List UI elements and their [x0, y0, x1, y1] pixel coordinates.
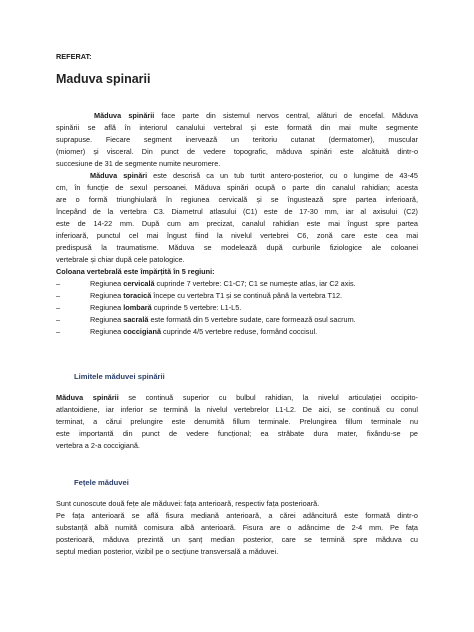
text-line: cm, în funcție de sexul persoanei. Măduva spinări ocupă o parte din canalul rahidian; acesta	[56, 183, 418, 192]
text-line: septul median posterior, vizibil pe o secțiune transversală a măduvei.	[56, 547, 279, 556]
text-line: vertebra a 2-a coccigiană.	[56, 441, 140, 450]
text-line: este de 14-22 mm. După cum am precizat, canalul rahidian este mai îngust spre partea	[56, 219, 418, 228]
text-line: vertebrale și chiar după cele patologice.	[56, 255, 185, 264]
text-line: succesiune de 31 de segmente numite neuromere.	[56, 159, 221, 168]
text-line: substanță albă numită comisura albă anterioară. Fisura are o adâncime de 2-4 mm. Pe fața	[56, 523, 418, 532]
referat-label: REFERAT:	[56, 52, 92, 61]
dash-bullet: –	[56, 291, 61, 300]
document-page: REFERAT: Maduva spinarii Măduva spinării face parte din sistemul nervos central, alături de encefal. Măduva spinării se află în interiorul canalului vertebral și este formată din mai multe segmente suprapuse. Fiecare segment inervează un teritoriu cutanat (dermatomer), muscular (miomer) și visceral. Din punct de vedere topografic, măduva spinări este alcătuită dintr-o succesiune de 31 de segmente numite neuromere. Măduva spinări este descrisă ca un tub turtit antero-posterior, cu o lungime de 43-45 cm, în funcție de sexul persoanei. Măduva spinări ocupă o parte din canalul rahidian; acesta are o formă triunghiulară în regiunea cervicală și se îngustează spre partea inferioară, începând de la vertebra C3. Diametrul atlasului (C1) este de 17-30 mm, iar al axisului (C2) este de 14-22 mm. După cum am precizat, canalul rahidian este mai îngust spre partea inferioară, punctul cel mai îngust fiind la nivelul vertebrei C6, zonă care este cea mai predispusă la traumatisme. Măduva se modelează după curburile fiziologice ale coloanei vertebrale și chiar după cele patologice. Coloana vertebrală este împărțită în 5 regiuni: – Regiunea cervicală cuprinde 7 vertebre: C1-C7; C1 se numește atlas, iar C2 axis. – Regiunea toracică începe cu vertebra T1 și se continuă până la vertebra T12. – Regiunea lombară cuprinde 5 vertebre: L1-L5. – Regiunea sacrală este formată din 5 vertebre sudate, care formează osul sacrum. – Regiunea coccigiană cuprinde 4/5 vertebre reduse, formând coccisul. Limitele măduvei spinării Măduva spinării se continuă superior cu bulbul rahidian, la nivelul articulației occipito- atlantoidiene, iar inferior se termină la nivelul vertebrelor L1-L2. De aici, se continuă cu conul terminat, a cărui prelungire este denumită fillum terminale. Prelungirea fillum terminale nu este importantă din punct de vedere funcțional; ea străbate dura mater, fixându-se pe vertebra a 2-a coccigiană. Fețele măduvei Sunt cunoscute două fețe ale măduvei: fața anterioară, respectiv fața posterioară. Pe fața anterioară se află fisura mediană anterioară, a cărei adâncitură este formată dintr-o substanță albă numită comisura albă anterioară. Fisura are o adâncime de 2-4 mm. Pe fața posterioară, măduva prezintă un șanț median posterior, care se termină spre măduva cu septul median posterior, vizibil pe o secțiune transversală a măduvei.	[56, 52, 418, 556]
text-line: atlantoidiene, iar inferior se termină la nivelul vertebrelor L1-L2. De aici, se continuă cu conul	[56, 405, 418, 414]
text-line: Pe fața anterioară se află fisura mediană anterioară, a cărei adâncitură este formată dintr-o	[56, 511, 418, 520]
dash-bullet: –	[56, 327, 61, 336]
dash-bullet: –	[56, 303, 61, 312]
text-line: suprapuse. Fiecare segment inervează un teritoriu cutanat (dermatomer), muscular	[56, 135, 418, 144]
text-line: posterioară, măduva prezintă un șanț median posterior, care se termină spre măduva cu	[56, 535, 418, 544]
dash-bullet: –	[56, 315, 61, 324]
text-line: Măduva spinării face parte din sistemul nervos central, alături de encefal. Măduva	[94, 111, 418, 120]
text-line: spinării se află în interiorul canalului vertebral și este formată din mai multe segmente	[56, 123, 418, 132]
text-line: este importantă din punct de vedere funcțional; ea străbate dura mater, fixându-se pe	[56, 429, 418, 438]
text-line: Sunt cunoscute două fețe ale măduvei: fața anterioară, respectiv fața posterioară.	[56, 499, 320, 508]
text-line: Măduva spinării se continuă superior cu bulbul rahidian, la nivelul articulației occipito-	[56, 393, 418, 402]
list-heading: Coloana vertebrală este împărțită în 5 regiuni:	[56, 267, 215, 276]
text-line: (miomer) și visceral. Din punct de vedere topografic, măduva spinări este alcătuită dintr-o	[56, 147, 418, 156]
document-title: Maduva spinarii	[56, 72, 151, 86]
text-line: inferioară, punctul cel mai îngust fiind la nivelul vertebrei C6, zonă care este cea mai	[56, 231, 418, 240]
text-line: predispusă la traumatisme. Măduva se modelează după curburile fiziologice ale coloanei	[56, 243, 418, 252]
text-line: Măduva spinări este descrisă ca un tub turtit antero-posterior, cu o lungime de 43-45	[90, 171, 418, 180]
text-line: începând de la vertebra C3. Diametrul atlasului (C1) este de 17-30 mm, iar al axisului (C2)	[56, 207, 418, 216]
dash-bullet: –	[56, 279, 61, 288]
section-heading-limits: Limitele măduvei spinării	[74, 372, 165, 381]
section-heading-faces: Fețele măduvei	[74, 478, 129, 487]
text-line: terminat, a cărui prelungire este denumită fillum terminale. Prelungirea fillum terminale nu	[56, 417, 418, 426]
text-line: are o formă triunghiulară în regiunea cervicală și se îngustează spre partea inferioară,	[56, 195, 418, 204]
